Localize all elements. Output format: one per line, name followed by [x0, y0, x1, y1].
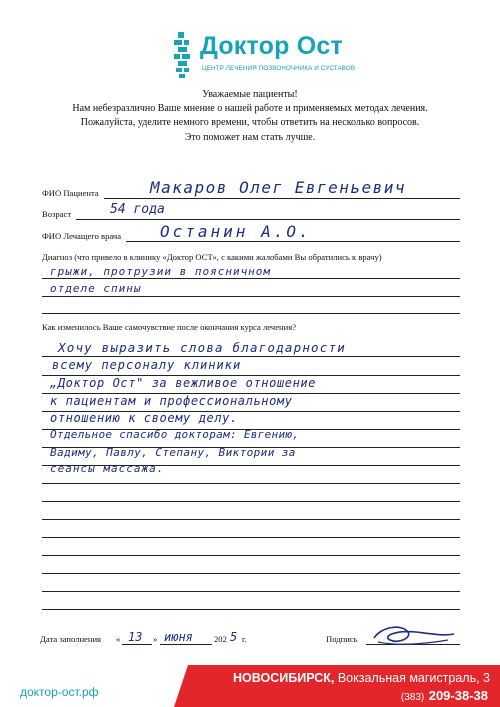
footer-bar	[0, 665, 500, 707]
feedback-value-line[interactable]: всему персоналу клиники	[52, 358, 242, 372]
feedback-value-line[interactable]: „Доктор Ост" за вежливое отношение	[50, 376, 317, 390]
feedback-line	[42, 609, 460, 610]
diagnosis-line	[42, 313, 460, 314]
clinic-logo	[170, 30, 370, 80]
intro-line: Нам небезразлично Ваше мнение о нашей работе и применяемых методах лечения.	[72, 103, 428, 115]
date-year-last-digit[interactable]: 5	[230, 630, 238, 644]
logo-name: Доктор Ост	[200, 32, 343, 60]
logo-tagline: ЦЕНТР ЛЕЧЕНИЯ ПОЗВОНОЧНИКА И СУСТАВОВ	[202, 65, 356, 72]
footer-website-link[interactable]: доктор-ост.рф	[20, 685, 99, 699]
feedback-line	[42, 537, 460, 538]
feedback-value-line[interactable]: отношению к своему делу.	[50, 411, 238, 425]
age-label: Возраст	[42, 209, 72, 219]
diagnosis-line	[42, 296, 460, 297]
date-label: Дата заполнения	[40, 634, 102, 644]
patient-name-line	[104, 198, 460, 199]
date-suffix: г.	[242, 634, 247, 644]
feedback-label: Как изменилось Ваше самочувствие после окончания курса лечения?	[42, 322, 297, 332]
feedback-line	[42, 573, 460, 574]
feedback-value-line[interactable]: Отдельное спасибо докторам: Евгению,	[50, 428, 300, 441]
feedback-line	[42, 555, 460, 556]
age-value[interactable]: 54 года	[110, 202, 165, 217]
footer-street: Вокзальная магистраль, 3	[337, 671, 490, 685]
feedback-line	[42, 356, 460, 357]
date-month-value[interactable]: июня	[164, 630, 193, 644]
feedback-value-line[interactable]: Вадиму, Павлу, Степану, Виктории за	[50, 446, 296, 459]
footer-city: НОВОСИБИРСК,	[233, 671, 335, 685]
feedback-line	[42, 501, 460, 502]
patient-name-label: ФИО Пациента	[42, 188, 99, 198]
intro-text	[40, 88, 460, 145]
date-year-prefix: 202	[214, 634, 227, 644]
footer-phone-number: 209-38-38	[428, 688, 488, 703]
intro-greeting: Уважаемые пациенты!	[202, 89, 298, 100]
diagnosis-value-line[interactable]: грыжи, протрузии в поясничном	[50, 265, 272, 278]
date-day-value[interactable]: 13	[128, 630, 143, 644]
intro-line: Это поможет нам стать лучше.	[184, 131, 316, 143]
footer-phone[interactable]	[401, 687, 488, 705]
feedback-line	[42, 483, 460, 484]
date-open-quote: «	[116, 634, 121, 644]
spine-logo-icon	[170, 32, 196, 78]
doctor-name-label: ФИО Лечащего врача	[42, 231, 122, 241]
date-close-quote: »	[153, 634, 158, 644]
intro-line: Пожалуйста, уделите немного времени, чтобы ответить на несколько вопросов.	[80, 117, 420, 129]
feedback-value-line[interactable]: Хочу выразить слова благодарности	[58, 340, 346, 355]
diagnosis-value-line[interactable]: отделе спины	[50, 282, 142, 295]
feedback-line	[42, 519, 460, 520]
signature-label: Подпись	[326, 634, 358, 644]
feedback-value-line[interactable]: к пациентам и профессиональному	[50, 394, 293, 408]
date-month-line	[160, 644, 212, 645]
doctor-name-value[interactable]: Останин А.О.	[160, 222, 312, 241]
footer-address	[233, 671, 490, 685]
feedback-value-line[interactable]: сеансы массажа.	[50, 462, 165, 475]
diagnosis-label: Диагноз (что привело в клинику «Доктор ОСТ», с какими жалобами Вы обратились к врачу)	[42, 252, 382, 262]
date-day-line	[122, 644, 152, 645]
doctor-name-line	[126, 241, 460, 242]
age-line	[76, 219, 460, 220]
diagnosis-line	[42, 278, 460, 279]
feedback-line	[42, 591, 460, 592]
patient-name-value[interactable]: Макаров Олег Евгеньевич	[150, 178, 407, 197]
footer-phone-code: (383)	[400, 692, 425, 703]
footer-contact-panel	[188, 665, 500, 707]
signature-image	[368, 622, 460, 650]
